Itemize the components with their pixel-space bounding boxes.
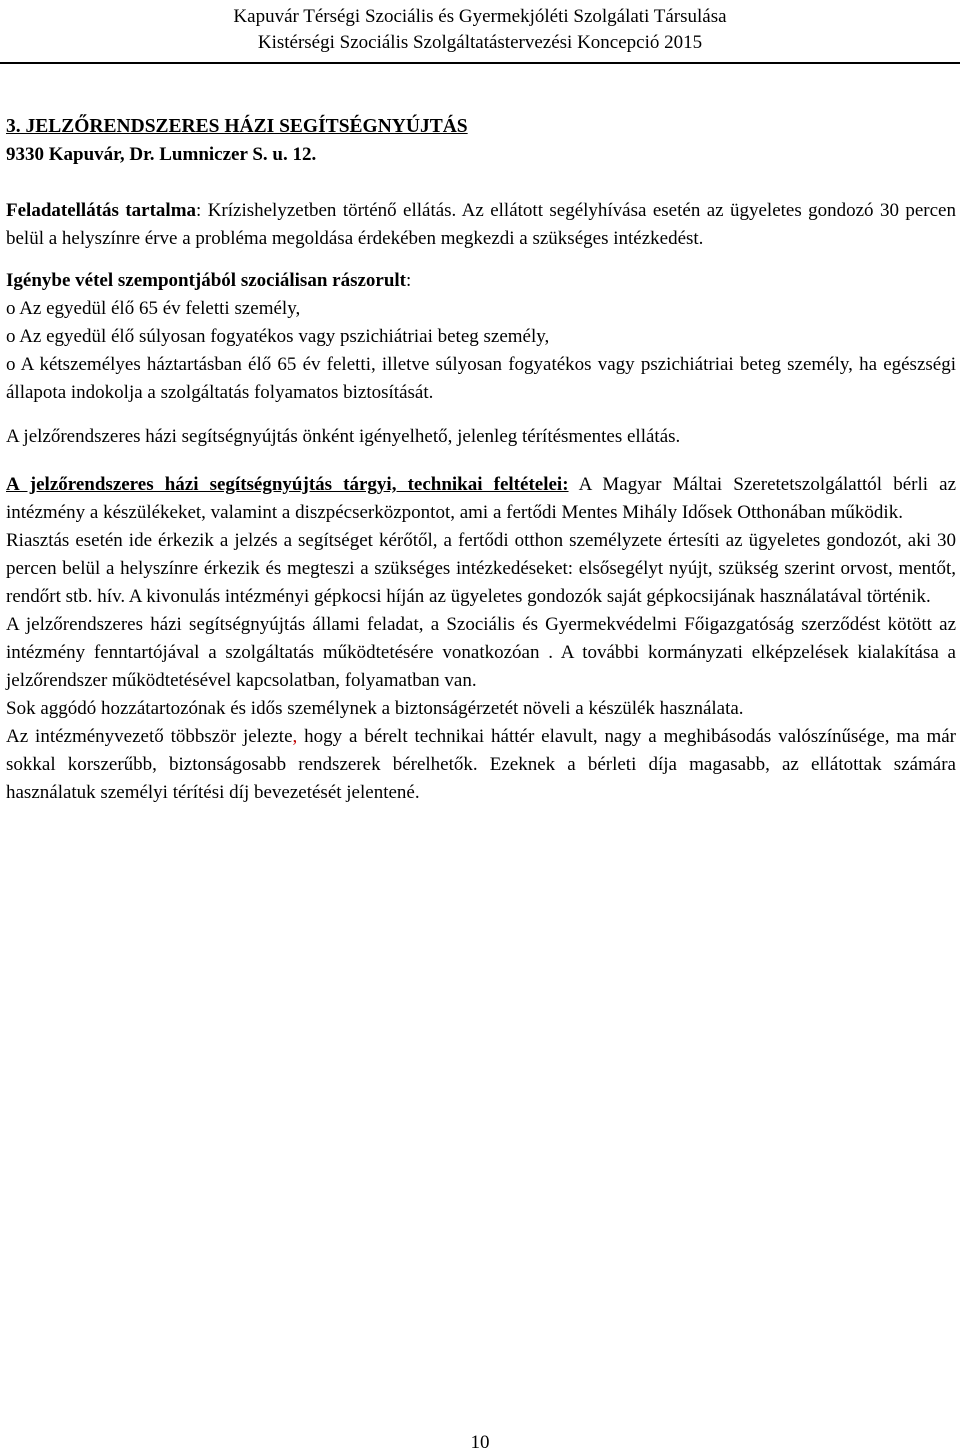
- header-organization: Kapuvár Térségi Szociális és Gyermekjóléti Szolgálati Társulása: [233, 6, 727, 27]
- conditions-text: A Magyar Máltai Szeretetszolgálattól bérli az intézmény a készülékeket, valamint a diszpécserközpontot, ami a fertődi Mentes Mihály Idősek Otthonában működik.: [6, 474, 956, 523]
- voluntary-paragraph: A jelzőrendszeres házi segítségnyújtás önként igényelhető, jelenleg térítésmentes ellátás.: [6, 426, 681, 447]
- leader-comma: ,: [292, 726, 298, 747]
- conditions-paragraph: [6, 471, 956, 527]
- leader-text-start: Az intézményvezető többször jelezte: [6, 726, 293, 747]
- task-paragraph: [6, 197, 956, 253]
- list-item: o Az egyedül élő 65 év feletti személy,: [6, 298, 301, 319]
- leader-paragraph: [6, 723, 956, 807]
- eligibility-list: [6, 295, 956, 407]
- eligibility-label: Igénybe vétel szempontjából szociálisan rászorult: [6, 270, 407, 291]
- conditions-label: A jelzőrendszeres házi segítségnyújtás tárgyi, technikai feltételei:: [6, 474, 569, 495]
- page-header: [0, 0, 960, 65]
- header-divider: [0, 62, 960, 64]
- alarm-paragraph: Riasztás esetén ide érkezik a jelzés a segítséget kérőtől, a fertődi otthon személyzete értesíti az ügyeletes gondozót, aki 30 percen belül a helyszínre érkezik és megteszi a szükséges intézkedéseket: elsősegélyt nyújt, szükség szerint orvost, mentőt, rendőrt stb. hív. A kivonulás intézményi gépkocsi híján az ügyeletes gondozók saját gépkocsijának használatával történik.: [6, 530, 956, 607]
- security-paragraph: Sok aggódó hozzátartozónak és idős személynek a biztonságérzetét növeli a készülék használata.: [6, 698, 744, 719]
- section-address: 9330 Kapuvár, Dr. Lumniczer S. u. 12.: [6, 144, 317, 165]
- page-number: 10: [470, 1432, 490, 1453]
- eligibility-label-suffix: :: [406, 270, 412, 291]
- task-text: : Krízishelyzetben történő ellátás. Az ellátott segélyhívása esetén az ügyeletes gondozó 30 percen belül a helyszínre érve a probléma megoldása érdekében megkezdi a szükséges intézkedést.: [6, 200, 956, 249]
- section-title: 3. JELZŐRENDSZERES HÁZI SEGÍTSÉGNYÚJTÁS: [6, 116, 468, 137]
- leader-text-end: hogy a bérelt technikai háttér elavult, nagy a meghibásodás valószínűsége, ma már sokkal korszerűbb, biztonságosabb rendszerek bérelhetők. Ezeknek a bérleti díja magasabb, az ellátottak számára használatuk személyi térítési díj bevezetését jelentené.: [6, 726, 956, 803]
- list-item: o A kétszemélyes háztartásban élő 65 év feletti, illetve súlyosan fogyatékos vagy pszichiátriai beteg személy, ha egészségi állapota indokolja a szolgáltatás folyamatos biztosítását.: [6, 354, 956, 403]
- eligibility-heading: [6, 267, 956, 295]
- state-task-paragraph: A jelzőrendszeres házi segítségnyújtás állami feladat, a Szociális és Gyermekvédelmi Főigazgatóság szerződést kötött az intézmény fenntartójával a szolgáltatás működtetésére vonatkozóan . A további kormányzati elképzelések kialakítása a jelzőrendszer működtetésével kapcsolatban, folyamatban van.: [6, 614, 956, 691]
- header-document-title: Kistérségi Szociális Szolgáltatástervezési Koncepció 2015: [257, 32, 703, 53]
- document-body: [6, 113, 956, 807]
- list-item: o Az egyedül élő súlyosan fogyatékos vagy pszichiátriai beteg személy,: [6, 326, 550, 347]
- task-label: Feladatellátás tartalma: [6, 200, 197, 221]
